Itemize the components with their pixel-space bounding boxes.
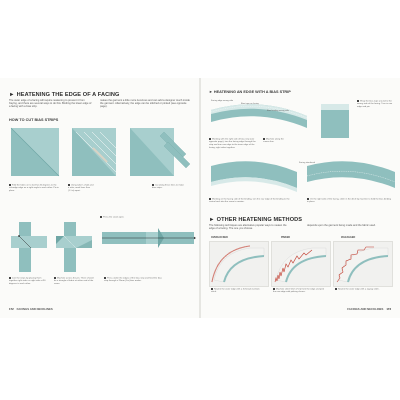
binding-wrap-illustration bbox=[209, 158, 299, 194]
right-folio bbox=[347, 307, 391, 311]
right-heading-2 bbox=[209, 217, 302, 223]
right-intro-col1: The following techniques are alternative popular ways to neaten the edge of a facing. The one you choose bbox=[209, 224, 287, 231]
caption-3-text: Cut along these lines to make bias strips. bbox=[152, 184, 184, 190]
left-heading-text: HEATENING THE EDGE OF A FACING bbox=[16, 92, 120, 98]
overlocked-illustration bbox=[210, 242, 268, 286]
step-marker bbox=[152, 184, 154, 186]
caption-4-text: Press the seam open. bbox=[103, 216, 125, 219]
caption-3 bbox=[152, 184, 184, 190]
method-overlocked-label: OVERLOCKED bbox=[211, 236, 228, 239]
step-marker bbox=[209, 138, 211, 140]
left-subheading: HOW TO CUT BIAS STRIPS bbox=[9, 118, 59, 122]
pin-head-icon bbox=[18, 235, 20, 237]
step-marker bbox=[9, 184, 11, 186]
zigzagged-illustration bbox=[334, 242, 392, 286]
left-intro-col1: The outer edge of a facing will require neatening to prevent it from fraying, and there are several ways to do this. Binding the lower edge of a facing with a bias strip. bbox=[9, 99, 92, 109]
left-running-title: FACINGS AND NECKLINES bbox=[16, 307, 53, 311]
step-marker bbox=[104, 277, 106, 279]
label-facing-interfaced: Facing interfaced bbox=[299, 162, 315, 164]
caption-7 bbox=[104, 277, 164, 283]
caption-r5 bbox=[307, 198, 391, 204]
caption-6-text: Machine across the pin. There should be a triangle of fabric at either end of the seam. bbox=[54, 277, 94, 285]
step-marker bbox=[68, 184, 70, 186]
step-marker bbox=[357, 100, 359, 102]
right-heading-2-text: OTHER HEATENING METHODS bbox=[216, 217, 303, 223]
step-marker bbox=[54, 277, 56, 279]
right-running-title: FACINGS AND NECKLINES bbox=[347, 307, 384, 311]
caption-r4 bbox=[209, 198, 293, 204]
facing-swatch-illustration bbox=[319, 100, 353, 140]
arrow-head-icon bbox=[194, 237, 196, 239]
caption-2 bbox=[68, 184, 94, 193]
step-marker bbox=[307, 198, 309, 200]
left-page-number: 172 bbox=[9, 307, 14, 311]
caption-m1 bbox=[211, 288, 265, 294]
caption-m2 bbox=[273, 288, 327, 294]
step-marker bbox=[335, 288, 337, 290]
pressed-seam-illustration bbox=[100, 222, 196, 272]
caption-6 bbox=[54, 277, 94, 286]
heading-marker-icon: ► bbox=[9, 92, 15, 98]
step-marker bbox=[209, 198, 211, 200]
right-heading-1 bbox=[209, 90, 291, 94]
step-marker bbox=[273, 288, 275, 290]
left-intro-col2: makes the garment a little more luxurious and can add a designer touch inside the garment. Alternatively, the edge can be stitched or pinked (see opposite page). bbox=[100, 99, 190, 109]
facing bbox=[307, 161, 395, 188]
garment-panel bbox=[276, 248, 326, 282]
caption-r4-text: Working on the facing side of the binding, turn the raw edge of the binding to the centre back into the seam to neaten. bbox=[209, 198, 290, 204]
caption-m1-text: Neaten the outer edge with a 3-thread overlock stitch. bbox=[211, 288, 260, 294]
step-marker bbox=[9, 277, 11, 279]
left-page bbox=[0, 78, 199, 318]
garment-panel bbox=[214, 248, 264, 282]
caption-1-text: Fold the fabric on to itself at 45 degrees to the selvedge edge on a right angle to each other. Pin in place. bbox=[9, 184, 59, 192]
cut-strips-illustration bbox=[124, 124, 192, 180]
step-marker bbox=[263, 138, 265, 140]
right-page bbox=[201, 78, 400, 318]
zigzagged-sample bbox=[333, 241, 393, 287]
caption-1 bbox=[9, 184, 61, 193]
mark-lines-illustration bbox=[68, 124, 120, 180]
bias-on-facing-illustration bbox=[209, 98, 309, 138]
caption-4 bbox=[100, 216, 160, 219]
pinked-illustration bbox=[272, 242, 330, 286]
left-folio bbox=[9, 307, 53, 311]
right-heading-1-text: HEATENING AN EDGE WITH A BIAS STRIP bbox=[213, 90, 291, 94]
caption-m2-text: Machine stitch 5mm (¼in) from the edge and pink the raw edge with pinking shears. bbox=[273, 288, 325, 294]
right-page-number: 173 bbox=[386, 307, 391, 311]
caption-m3 bbox=[335, 288, 389, 291]
heading-marker-icon: ► bbox=[209, 90, 214, 94]
left-heading bbox=[9, 92, 120, 98]
label-facing-edge: Facing edge wrong side bbox=[211, 100, 234, 102]
machine-stitch-illustration bbox=[54, 218, 94, 274]
caption-7-text: Press under the edges of the bias strip and feed the bias strip through a 25mm (1in) bias maker. bbox=[104, 277, 162, 283]
method-zigzagged-label: ZIGZAGGED bbox=[341, 236, 356, 239]
overlocked-sample bbox=[209, 241, 269, 287]
caption-2-text: Using tailor's chalk and a ruler, mark lines 4cm (1½in) apart. bbox=[68, 184, 94, 192]
right-intro-col2: depends upon the garment being made and the fabric used. bbox=[307, 224, 376, 227]
book-spread bbox=[0, 78, 400, 318]
caption-r5-text: On the right side of the facing, stitch in the ditch by machine to hold the bias binding in place. bbox=[307, 198, 391, 204]
pinked-sample bbox=[271, 241, 331, 287]
caption-r3 bbox=[357, 100, 395, 109]
step-marker bbox=[100, 216, 102, 218]
caption-r1 bbox=[209, 138, 257, 149]
bias-edge bbox=[321, 104, 349, 110]
caption-m3-text: Neaten the outer edge with a zigzag stitch. bbox=[338, 288, 380, 291]
method-pinked-label: PINKED bbox=[281, 236, 291, 239]
caption-5-text: Join the strips by placing them together right sides so right side at 90 degrees to each other. bbox=[9, 277, 46, 285]
caption-r1-text: Working with the right side of bias strip (see opposite page), turn the facing edge through the strip and turn raw edge to the inner edge of the facing; right sides together. bbox=[209, 138, 256, 149]
caption-r2-text: Machine along the crease line. bbox=[263, 138, 284, 144]
label-bias-wrong: Bias binding wrong side bbox=[267, 110, 289, 112]
step-marker bbox=[211, 288, 213, 290]
label-bias-tape: Bias tape on facing bbox=[241, 103, 259, 105]
fold-fabric-illustration bbox=[9, 124, 61, 180]
caption-r3-text: Wrap the bias tape around to the wrong side of the facing. Turn in raw edge and pin. bbox=[357, 100, 393, 108]
caption-r2 bbox=[263, 138, 291, 144]
stitch-in-ditch-illustration bbox=[305, 156, 397, 192]
caption-5 bbox=[9, 277, 49, 286]
join-strips-illustration bbox=[9, 218, 49, 274]
heading-marker-icon: ► bbox=[209, 217, 215, 223]
